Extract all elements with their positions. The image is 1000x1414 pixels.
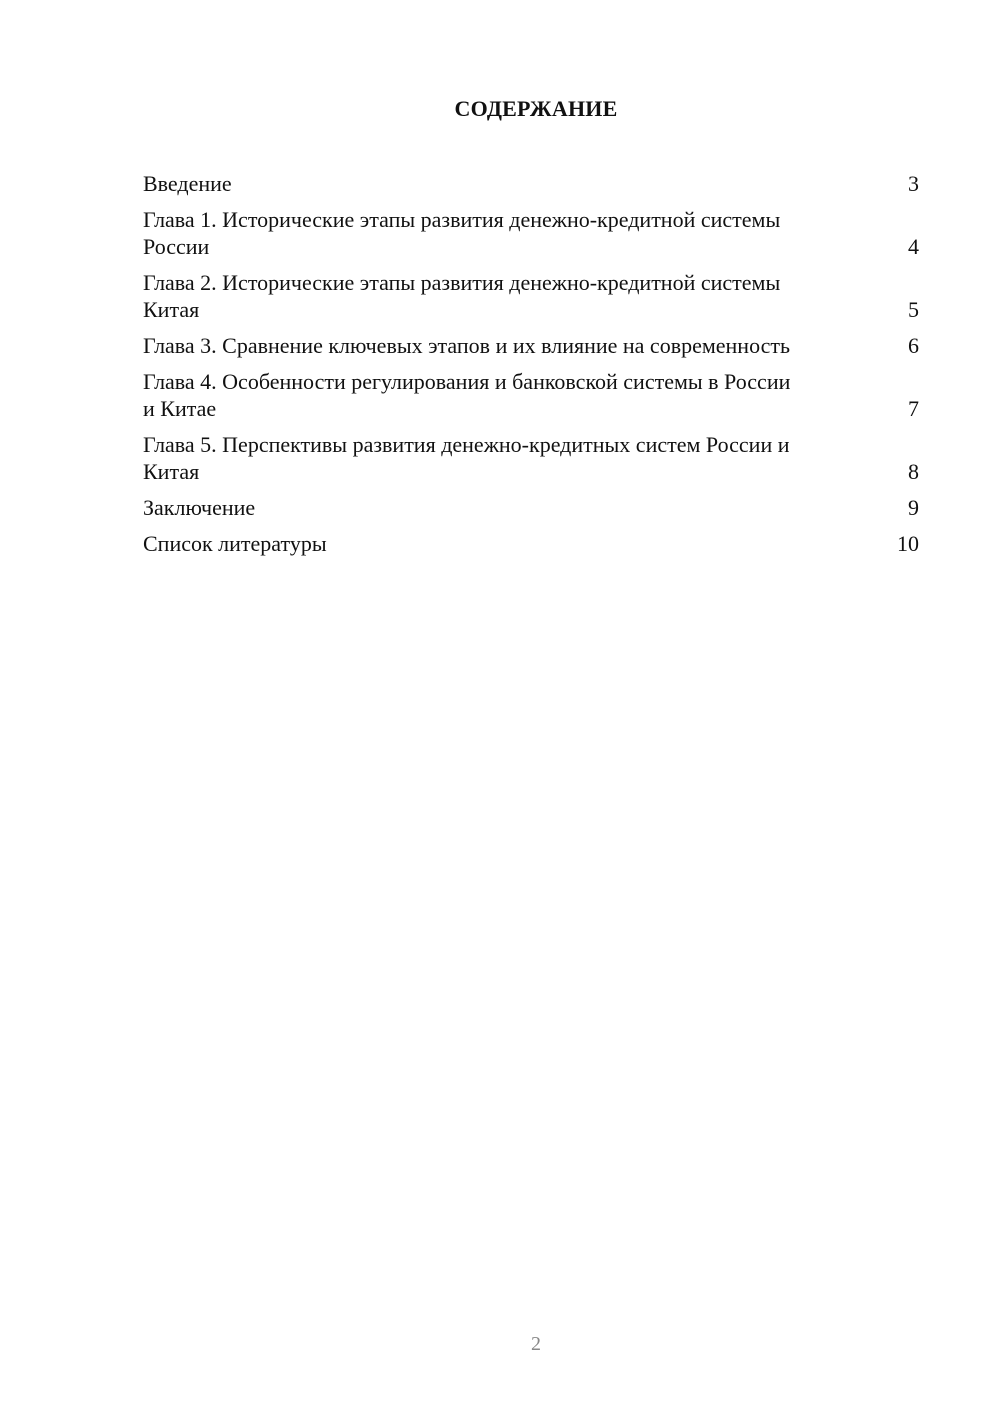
toc-entry-page: 5: [908, 297, 919, 322]
toc-entry-label: Глава 2. Исторические этапы развития денежно-кредитной системы Китая: [143, 270, 781, 322]
toc-entry-chapter-1[interactable]: [143, 206, 919, 260]
toc-entry-chapter-4[interactable]: [143, 368, 919, 422]
toc-entry-label: Заключение: [143, 495, 256, 520]
toc-entry-label: Глава 3. Сравнение ключевых этапов и их влияние на современность: [143, 333, 791, 358]
toc-entry-page: 9: [908, 495, 919, 520]
toc-entry-page: 7: [908, 396, 919, 421]
toc-entry-label: Глава 4. Особенности регулирования и банковской системы в России и Китае: [143, 369, 791, 421]
toc-entry-page: 4: [908, 234, 919, 259]
toc-entry-references[interactable]: [143, 530, 919, 557]
toc-entry-page: 3: [908, 171, 919, 196]
toc-entry-introduction[interactable]: [143, 170, 919, 197]
toc-entry-label: Список литературы: [143, 531, 327, 556]
toc-entry-conclusion[interactable]: [143, 494, 919, 521]
toc-entry-chapter-2[interactable]: [143, 269, 919, 323]
toc-entry-label: Введение: [143, 171, 232, 196]
toc-entry-label: Глава 1. Исторические этапы развития денежно-кредитной системы России: [143, 207, 781, 259]
toc-entry-page: 10: [897, 531, 919, 556]
footer-page-number: 2: [531, 1333, 541, 1355]
toc-entry-page: 8: [908, 459, 919, 484]
toc-entry-chapter-5[interactable]: [143, 431, 919, 485]
toc-entry-label: Глава 5. Перспективы развития денежно-кредитных систем России и Китая: [143, 432, 790, 484]
page-title: СОДЕРЖАНИЕ: [454, 96, 618, 121]
toc-entry-chapter-3[interactable]: [143, 332, 919, 359]
table-of-contents: [143, 170, 919, 566]
toc-entry-page: 6: [908, 333, 919, 358]
